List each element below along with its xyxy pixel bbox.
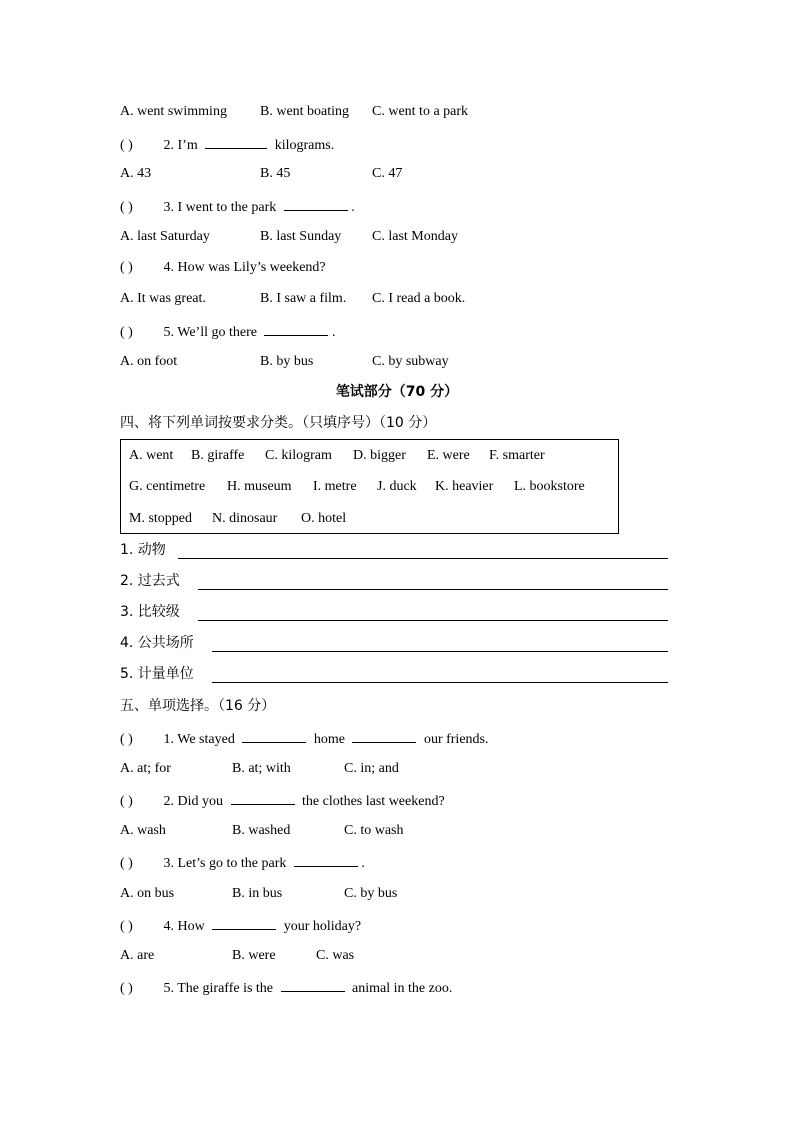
question-text: 2. I’m [163, 138, 198, 153]
option-a: A. at; for [120, 761, 171, 776]
option-a: A. 43 [120, 166, 152, 181]
word-item: B. giraffe [191, 448, 245, 463]
answer-line[interactable] [198, 589, 668, 590]
written-section-title: 笔试部分（70 分） [335, 384, 459, 400]
category-label: 4. 公共场所 [120, 635, 194, 651]
category-label: 2. 过去式 [120, 573, 180, 589]
option-a: A. went swimming [120, 104, 227, 119]
option-a: A. on foot [120, 354, 178, 369]
word-item: D. bigger [353, 448, 406, 463]
option-b: B. I saw a film. [260, 291, 347, 306]
question-text: animal in the zoo. [352, 981, 453, 996]
s3-q1-options [120, 102, 560, 122]
option-a: A. are [120, 948, 155, 963]
option-a: A. last Saturday [120, 229, 210, 244]
question-text: 5. We’ll go there [163, 325, 257, 340]
answer-blank[interactable] [231, 790, 295, 805]
category-label: 5. 计量单位 [120, 666, 194, 682]
section4-title: 四、将下列单词按要求分类。（只填序号）（10 分） [120, 415, 437, 431]
s5-q3-options [120, 884, 540, 904]
answer-paren[interactable]: ( ) [120, 325, 133, 340]
s5-q3 [120, 852, 365, 874]
s5-q4 [120, 915, 361, 937]
question-text: 2. Did you [163, 794, 223, 809]
s5-q5 [120, 977, 452, 999]
s5-q2-options [120, 821, 540, 841]
option-c: C. to wash [344, 823, 404, 838]
answer-paren[interactable]: ( ) [120, 794, 133, 809]
category-label: 1. 动物 [120, 542, 166, 558]
answer-line[interactable] [212, 651, 668, 652]
answer-blank[interactable] [242, 728, 306, 743]
option-c: C. last Monday [372, 229, 458, 244]
word-item: L. bookstore [514, 479, 585, 494]
word-item: N. dinosaur [212, 511, 278, 526]
word-item: I. metre [313, 479, 357, 494]
category-row-animal [120, 540, 668, 561]
word-item: C. kilogram [265, 448, 332, 463]
word-bank-row [129, 509, 609, 529]
answer-line[interactable] [212, 682, 668, 683]
answer-line[interactable] [178, 558, 668, 559]
answer-blank[interactable] [352, 728, 416, 743]
word-bank-row [129, 446, 609, 466]
word-item: E. were [427, 448, 470, 463]
option-b: B. washed [232, 823, 291, 838]
option-b: B. were [232, 948, 276, 963]
category-row-past-tense [120, 571, 668, 592]
word-item: F. smarter [489, 448, 545, 463]
question-text: the clothes last weekend? [302, 794, 445, 809]
option-b: B. at; with [232, 761, 291, 776]
answer-blank[interactable] [205, 134, 267, 149]
question-text: 3. I went to the park [163, 200, 277, 215]
option-b: B. last Sunday [260, 229, 342, 244]
question-text: our friends. [423, 732, 489, 747]
option-c: C. was [316, 948, 355, 963]
s3-q3 [120, 196, 355, 218]
option-c: C. in; and [344, 761, 399, 776]
s3-q3-options [120, 227, 560, 247]
question-text: 1. We stayed [163, 732, 235, 747]
option-b: B. by bus [260, 354, 314, 369]
question-text: 4. How was Lily’s weekend? [163, 260, 326, 275]
s3-q2 [120, 134, 334, 156]
category-row-public-place [120, 633, 668, 654]
option-c: C. went to a park [372, 104, 469, 119]
word-item: O. hotel [301, 511, 347, 526]
option-b: B. in bus [232, 886, 283, 901]
question-text: . [331, 325, 336, 340]
s5-q2 [120, 790, 445, 812]
answer-paren[interactable]: ( ) [120, 200, 133, 215]
option-a: A. wash [120, 823, 166, 838]
s3-q2-options [120, 164, 560, 184]
question-text: . [361, 856, 365, 871]
answer-paren[interactable]: ( ) [120, 732, 133, 747]
answer-blank[interactable] [284, 196, 348, 211]
question-text: kilograms. [274, 138, 335, 153]
option-c: C. I read a book. [372, 291, 466, 306]
question-text: . [351, 200, 355, 215]
section5-title: 五、单项选择。（16 分） [120, 698, 276, 714]
s5-q1-options [120, 759, 540, 779]
question-text: 4. How [163, 919, 205, 934]
option-a: A. It was great. [120, 291, 206, 306]
question-text: home [313, 732, 345, 747]
question-text: your holiday? [283, 919, 362, 934]
word-bank-row [129, 477, 609, 497]
answer-line[interactable] [198, 620, 668, 621]
option-c: C. 47 [372, 166, 403, 181]
category-row-measure-unit [120, 664, 668, 685]
answer-paren[interactable]: ( ) [120, 260, 133, 275]
answer-blank[interactable] [294, 852, 358, 867]
question-text: 3. Let’s go to the park [163, 856, 287, 871]
word-item: M. stopped [129, 511, 192, 526]
s3-q4-options [120, 289, 560, 309]
answer-paren[interactable]: ( ) [120, 981, 133, 996]
word-item: G. centimetre [129, 479, 206, 494]
answer-blank[interactable] [264, 321, 328, 336]
s5-q4-options [120, 946, 540, 966]
answer-paren[interactable]: ( ) [120, 919, 133, 934]
answer-paren[interactable]: ( ) [120, 138, 133, 153]
option-b: B. 45 [260, 166, 291, 181]
word-bank-box [120, 439, 619, 534]
word-item: J. duck [377, 479, 417, 494]
word-item: K. heavier [435, 479, 494, 494]
answer-blank[interactable] [281, 977, 345, 992]
option-c: C. by bus [344, 886, 398, 901]
category-label: 3. 比较级 [120, 604, 180, 620]
s3-q5 [120, 321, 335, 343]
s3-q5-options [120, 352, 560, 372]
answer-paren[interactable]: ( ) [120, 856, 133, 871]
word-item: A. went [129, 448, 174, 463]
option-a: A. on bus [120, 886, 175, 901]
category-row-comparative [120, 602, 668, 623]
word-item: H. museum [227, 479, 292, 494]
answer-blank[interactable] [212, 915, 276, 930]
option-b: B. went boating [260, 104, 350, 119]
question-text: 5. The giraffe is the [163, 981, 274, 996]
option-c: C. by subway [372, 354, 449, 369]
s5-q1 [120, 728, 488, 750]
s3-q4 [120, 258, 326, 278]
